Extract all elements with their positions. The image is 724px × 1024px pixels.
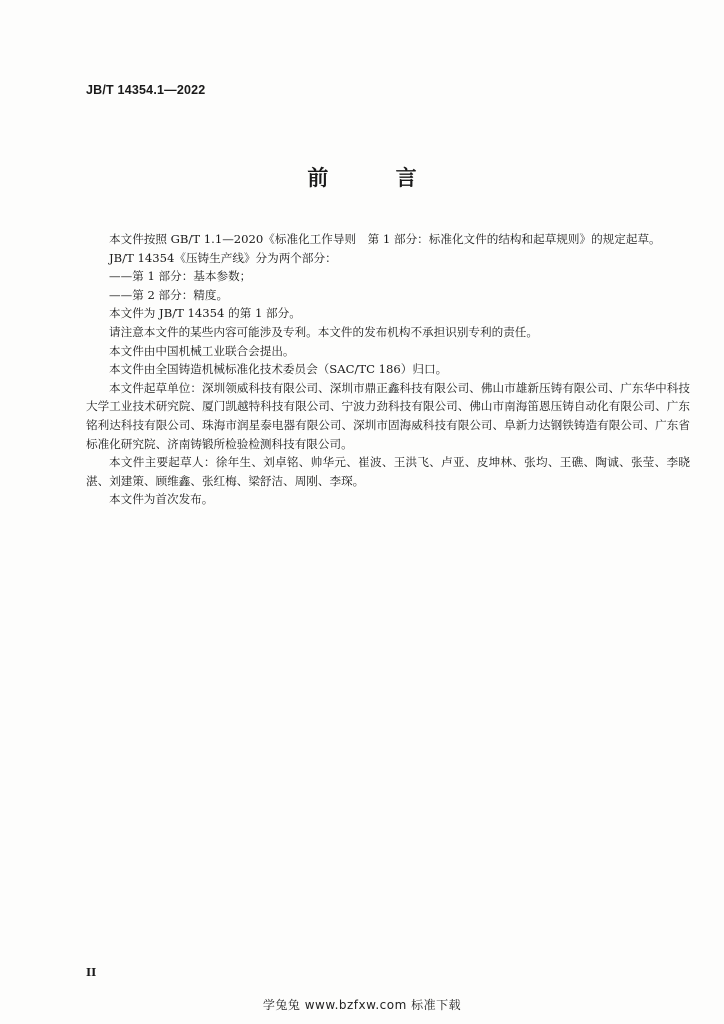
paragraph-patent-notice: 请注意本文件的某些内容可能涉及专利。本文件的发布机构不承担识别专利的责任。	[109, 324, 538, 339]
paragraph-drafters: 本文件主要起草人：徐年生、刘卓铭、帅华元、崔波、王洪飞、卢亚、皮坤林、张均、王礁、陶诚、张莹、李晓湛、刘建策、顾维鑫、张红梅、梁舒洁、周刚、李琛。	[86, 455, 690, 488]
page-number: II	[86, 966, 97, 979]
paragraph-first-release: 本文件为首次发布。	[109, 492, 214, 507]
paragraph-drafting-units: 本文件起草单位：深圳领威科技有限公司、深圳市鼎正鑫科技有限公司、佛山市雄新压铸有限公司、广东华中科技大学工业技术研究院、厦门凯越特科技有限公司、宁波力劲科技有限公司、佛山市南海笛恩压铸自动化有限公司、广东铭利达科技有限公司、珠海市润星泰电器有限公司、深圳市固海威科技有限公司、阜新力达钢铁铸造有限公司、广东省标准化研究院、济南铸锻所检验检测科技有限公司。	[86, 380, 690, 451]
foreword-body	[86, 230, 690, 509]
page-title: 前 言	[307, 166, 447, 190]
paragraph-centralized-by: 本文件由全国铸造机械标准化技术委员会（SAC/TC 186）归口。	[109, 362, 448, 377]
paragraph-part-statement: 本文件为 JB/T 14354 的第 1 部分。	[109, 306, 301, 321]
watermark-text: 学兔兔 www.bzfxw.com 标准下载	[262, 998, 462, 1012]
list-item-part-2: ——第 2 部分：精度。	[109, 287, 229, 302]
list-item-part-1: ——第 1 部分：基本参数；	[109, 269, 252, 284]
document-code: JB/T 14354.1—2022	[86, 83, 206, 97]
paragraph-proposed-by: 本文件由中国机械工业联合会提出。	[109, 343, 295, 358]
paragraph-parts-intro: JB/T 14354《压铸生产线》分为两个部分：	[109, 250, 337, 265]
paragraph-drafting-rules: 本文件按照 GB/T 1.1—2020《标准化工作导则 第 1 部分：标准化文件的结构和起草规则》的规定起草。	[109, 232, 661, 246]
